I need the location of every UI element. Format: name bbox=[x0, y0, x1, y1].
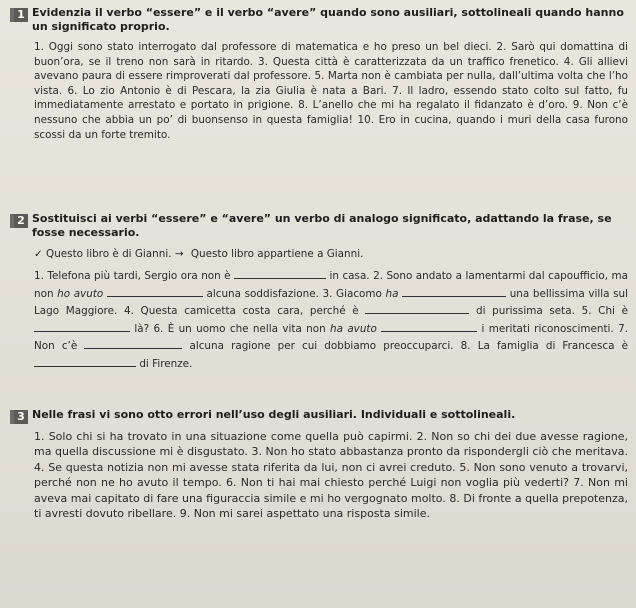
exercise-text: 1. Solo chi si ha trovato in una situazione come quella può capirmi. 2. Non so chi dei due avesse ragione, ma quella discussione mi è disgustato. 3. Non ho stato abbastanza pronto da rispondergli ciò che meritava. 4. Se questa notizia non mi avesse stata riferita da lui, non ci avrei creduto. 5. Non sono venuto a trovarvi, perché non ne ho avuto il tempo. 6. Non ti hai mai chiesto perché Luigi non voglia più vederti? 7. Non mi aveva mai capitato di fare una figuraccia simile e mi ho vergognato molto. 8. Di fronte a quella prepotenza, ti avresti dovuto ribellare. 9. Non mi sarei aspettato una risposta simile. bbox=[34, 430, 628, 521]
fill-blank[interactable] bbox=[234, 268, 326, 279]
exercise-text: 1. Oggi sono stato interrogato dal professore di matematica e ho preso un bel dieci. 2. Sarò qui domattina di buon’ora, se il treno non sarà in ritardo. 3. Questa città è caratterizzata da un traffico frenetico. 4. Gli allievi avevano paura di essere rimproverati dal professore. 5. Marta non è cambiata per nulla, dall’ultima volta che l’ho vista. 6. Lo zio Antonio è di Pescara, la zia Giulia è nata a Bari. 7. Il ladro, essendo stato colto sul fatto, fu immediatamente arrestato e portato in prigione. 8. L’anello che mi ha regalato il fidanzato è d’oro. 9. Non c’è nessuno che abbia un po’ di buonsenso in questa famiglia! 10. Ero in cucina, quando i muri della casa furono scossi da un forte tremito. bbox=[34, 41, 628, 141]
fill-blank[interactable] bbox=[381, 321, 477, 332]
exercise-number: 2 bbox=[14, 214, 28, 228]
exercise-1 bbox=[10, 6, 628, 142]
exercise-title: Evidenzia il verbo “essere” e il verbo “avere” quando sono ausiliari, sottolineali quando hanno un significato proprio. bbox=[32, 6, 624, 33]
exercise-title: Sostituisci ai verbi “essere” e “avere” un verbo di analogo significato, adattando la frase, se fosse necessario. bbox=[32, 212, 612, 239]
exercise-text: 1. Telefona più tardi, Sergio ora non è in casa. 2. Sono andato a lamentarmi dal capoufficio, ma non ho avuto alcuna soddisfazione. 3. Giacomo ha una bellissima villa sul Lago Maggiore. 4. Questa camicetta costa cara, perché è di purissima seta. 5. Chi è là? 6. È un uomo che nella vita non ha avuto i meritati riconoscimenti. 7. Non c’è alcuna ragione per cui dobbiamo preoccuparci. 8. La famiglia di Francesca è di Firenze. bbox=[34, 270, 629, 370]
exercise-2 bbox=[10, 212, 628, 373]
exercise-3 bbox=[10, 408, 628, 521]
example-answer: Questo libro appartiene a Gianni. bbox=[190, 248, 364, 260]
exercise-title: Nelle frasi vi sono otto errori nell’uso degli ausiliari. Individuali e sottolineali. bbox=[32, 408, 516, 421]
fill-blank[interactable] bbox=[107, 286, 203, 297]
exercise-number: 3 bbox=[14, 410, 28, 424]
example-question: ✓ Questo libro è di Gianni. → bbox=[34, 248, 184, 260]
fill-blank[interactable] bbox=[34, 356, 136, 367]
fill-blank[interactable] bbox=[402, 286, 506, 297]
fill-blank[interactable] bbox=[84, 338, 182, 349]
example-line bbox=[34, 246, 628, 262]
fill-blank[interactable] bbox=[34, 321, 130, 332]
exercise-number: 1 bbox=[14, 8, 28, 22]
fill-blank[interactable] bbox=[365, 303, 469, 314]
